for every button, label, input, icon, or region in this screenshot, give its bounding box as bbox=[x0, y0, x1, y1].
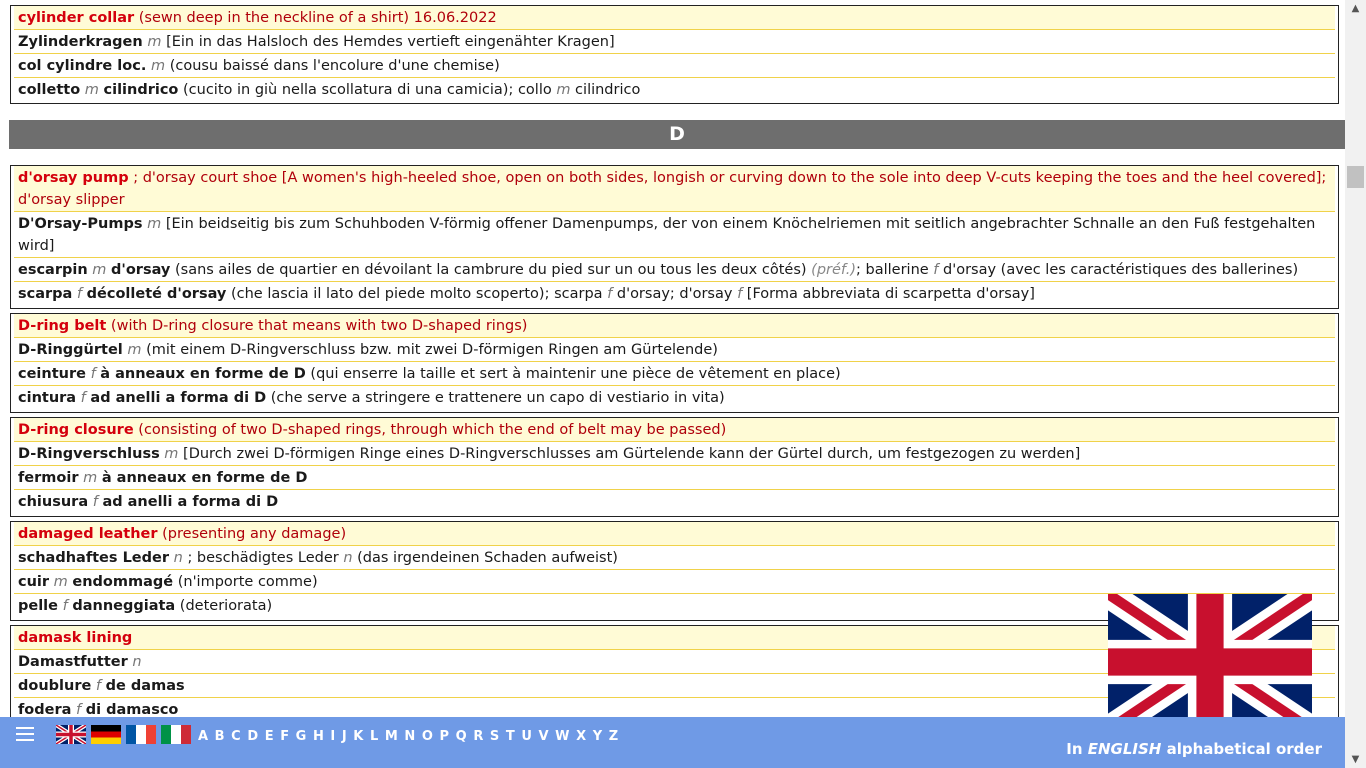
entry-german-line: Zylinderkragen m [Ein in das Halsloch des Hemdes vertieft eingenähter Kragen] bbox=[14, 30, 1335, 54]
entry-dorsay-pump bbox=[10, 165, 1339, 309]
alphabet-index bbox=[198, 729, 625, 744]
entry-french-line: fermoir m à anneaux en forme de D bbox=[14, 466, 1335, 490]
entry-french-line: doublure f de damas bbox=[14, 674, 1335, 698]
letter-link-r[interactable]: R bbox=[473, 729, 484, 744]
scrollbar-thumb[interactable] bbox=[1347, 166, 1364, 188]
letter-link-k[interactable]: K bbox=[353, 729, 364, 744]
entry-d-ring-belt bbox=[10, 313, 1339, 413]
menu-icon[interactable] bbox=[16, 727, 34, 743]
letter-link-p[interactable]: P bbox=[439, 729, 450, 744]
flag-uk-icon[interactable] bbox=[56, 725, 86, 744]
entry-french-line: cuir m endommagé (n'importe comme) bbox=[14, 570, 1335, 594]
entry-italian-line: pelle f danneggiata (deteriorata) bbox=[18, 598, 273, 614]
entry-term: d'orsay pump bbox=[18, 170, 129, 186]
letter-link-z[interactable]: Z bbox=[608, 729, 619, 744]
letter-link-d[interactable]: D bbox=[247, 729, 259, 744]
flag-it-icon[interactable] bbox=[161, 725, 191, 744]
letter-link-s[interactable]: S bbox=[489, 729, 500, 744]
entry-term: damask lining bbox=[18, 630, 133, 646]
entry-german-line: D-Ringverschluss m [Durch zwei D-förmigen Ringe eines D-Ringverschlusses am Gürtelende kann der Gürtel durch, um festgezogen zu werden] bbox=[14, 442, 1335, 466]
entry-french-line: ceinture f à anneaux en forme de D (qui enserre la taille et sert à maintenir une pièce de vêtement en place) bbox=[14, 362, 1335, 386]
letter-link-f[interactable]: F bbox=[280, 729, 290, 744]
entry-italian-line: colletto m cilindrico (cucito in giù nella scollatura di una camicia); collo m cilindrico bbox=[18, 82, 641, 98]
letter-link-l[interactable]: L bbox=[369, 729, 379, 744]
big-uk-flag-icon bbox=[1108, 594, 1312, 730]
flag-de-icon[interactable] bbox=[91, 725, 121, 744]
letter-link-g[interactable]: G bbox=[295, 729, 307, 744]
letter-link-y[interactable]: Y bbox=[592, 729, 603, 744]
entry-cylinder-collar bbox=[10, 5, 1339, 104]
flag-fr-icon[interactable] bbox=[126, 725, 156, 744]
entry-german-line: Damastfutter n bbox=[14, 650, 1335, 674]
letter-link-j[interactable]: J bbox=[341, 729, 347, 744]
letter-link-b[interactable]: B bbox=[214, 729, 225, 744]
scroll-down-icon[interactable]: ▼ bbox=[1351, 754, 1360, 765]
entry-italian-line: cintura f ad anelli a forma di D (che serve a stringere e trattenere un capo di vestiario in vita) bbox=[18, 390, 725, 406]
entry-term: cylinder collar bbox=[18, 10, 135, 26]
bottom-navigation-bar bbox=[0, 717, 1345, 768]
entry-english-line: D-ring closure (consisting of two D-shaped rings, through which the end of belt may be passed) bbox=[14, 418, 1335, 442]
letter-link-w[interactable]: W bbox=[555, 729, 570, 744]
entry-d-ring-closure bbox=[10, 417, 1339, 517]
order-label: In ENGLISH alphabetical order bbox=[1066, 740, 1322, 758]
entry-italian-line: chiusura f ad anelli a forma di D bbox=[18, 494, 279, 510]
section-letter-header: D bbox=[9, 120, 1345, 149]
letter-link-q[interactable]: Q bbox=[455, 729, 467, 744]
letter-link-c[interactable]: C bbox=[231, 729, 241, 744]
entry-english-line: D-ring belt (with D-ring closure that means with two D-shaped rings) bbox=[14, 314, 1335, 338]
letter-link-t[interactable]: T bbox=[505, 729, 515, 744]
letter-link-h[interactable]: H bbox=[312, 729, 324, 744]
entry-german-line: D-Ringgürtel m (mit einem D-Ringverschluss bzw. mit zwei D-förmigen Ringen am Gürtelende) bbox=[14, 338, 1335, 362]
letter-link-x[interactable]: X bbox=[576, 729, 587, 744]
letter-link-u[interactable]: U bbox=[521, 729, 532, 744]
letter-link-m[interactable]: M bbox=[384, 729, 398, 744]
entry-italian-line: scarpa f décolleté d'orsay (che lascia il lato del piede molto scoperto); scarpa f d'orsay; d'orsay f [Forma abbreviata di scarpetta d'orsay] bbox=[18, 286, 1035, 302]
entry-term: D-ring closure bbox=[18, 422, 134, 438]
entry-term: damaged leather bbox=[18, 526, 158, 542]
entry-french-line: col cylindre loc. m (cousu baissé dans l'encolure d'une chemise) bbox=[14, 54, 1335, 78]
letter-link-v[interactable]: V bbox=[538, 729, 549, 744]
entry-german-line: schadhaftes Leder n ; beschädigtes Leder n (das irgendeinen Schaden aufweist) bbox=[14, 546, 1335, 570]
letter-link-e[interactable]: E bbox=[264, 729, 274, 744]
entry-term: D-ring belt bbox=[18, 318, 107, 334]
letter-link-n[interactable]: N bbox=[404, 729, 416, 744]
entry-english-line: d'orsay pump ; d'orsay court shoe [A women's high-heeled shoe, open on both sides, longish or curving down to the sole into deep V-cuts keeping the toes and the heel covered]; d'orsay slipper bbox=[14, 166, 1335, 212]
entry-german-line: D'Orsay-Pumps m [Ein beidseitig bis zum Schuhboden V-förmig offener Damenpumps, der von einem Knöchelriemen mit seitlich angebrachter Schnalle an den Fuß festgehalten wird] bbox=[14, 212, 1335, 258]
entry-italian-line: fodera f di damasco bbox=[18, 702, 179, 717]
letter-link-a[interactable]: A bbox=[198, 729, 209, 744]
letter-link-i[interactable]: I bbox=[330, 729, 336, 744]
entry-english-line: cylinder collar (sewn deep in the neckline of a shirt) 16.06.2022 bbox=[14, 6, 1335, 30]
entry-english-line: damaged leather (presenting any damage) bbox=[14, 522, 1335, 546]
vertical-scrollbar[interactable] bbox=[1345, 0, 1366, 768]
letter-link-o[interactable]: O bbox=[421, 729, 433, 744]
entry-french-line: escarpin m d'orsay (sans ailes de quartier en dévoilant la cambrure du pied sur un ou tous les deux côtés) (préf.); ballerine f d'orsay (avec les caractéristiques des ballerines) bbox=[14, 258, 1335, 282]
scroll-up-icon[interactable]: ▲ bbox=[1351, 3, 1360, 14]
